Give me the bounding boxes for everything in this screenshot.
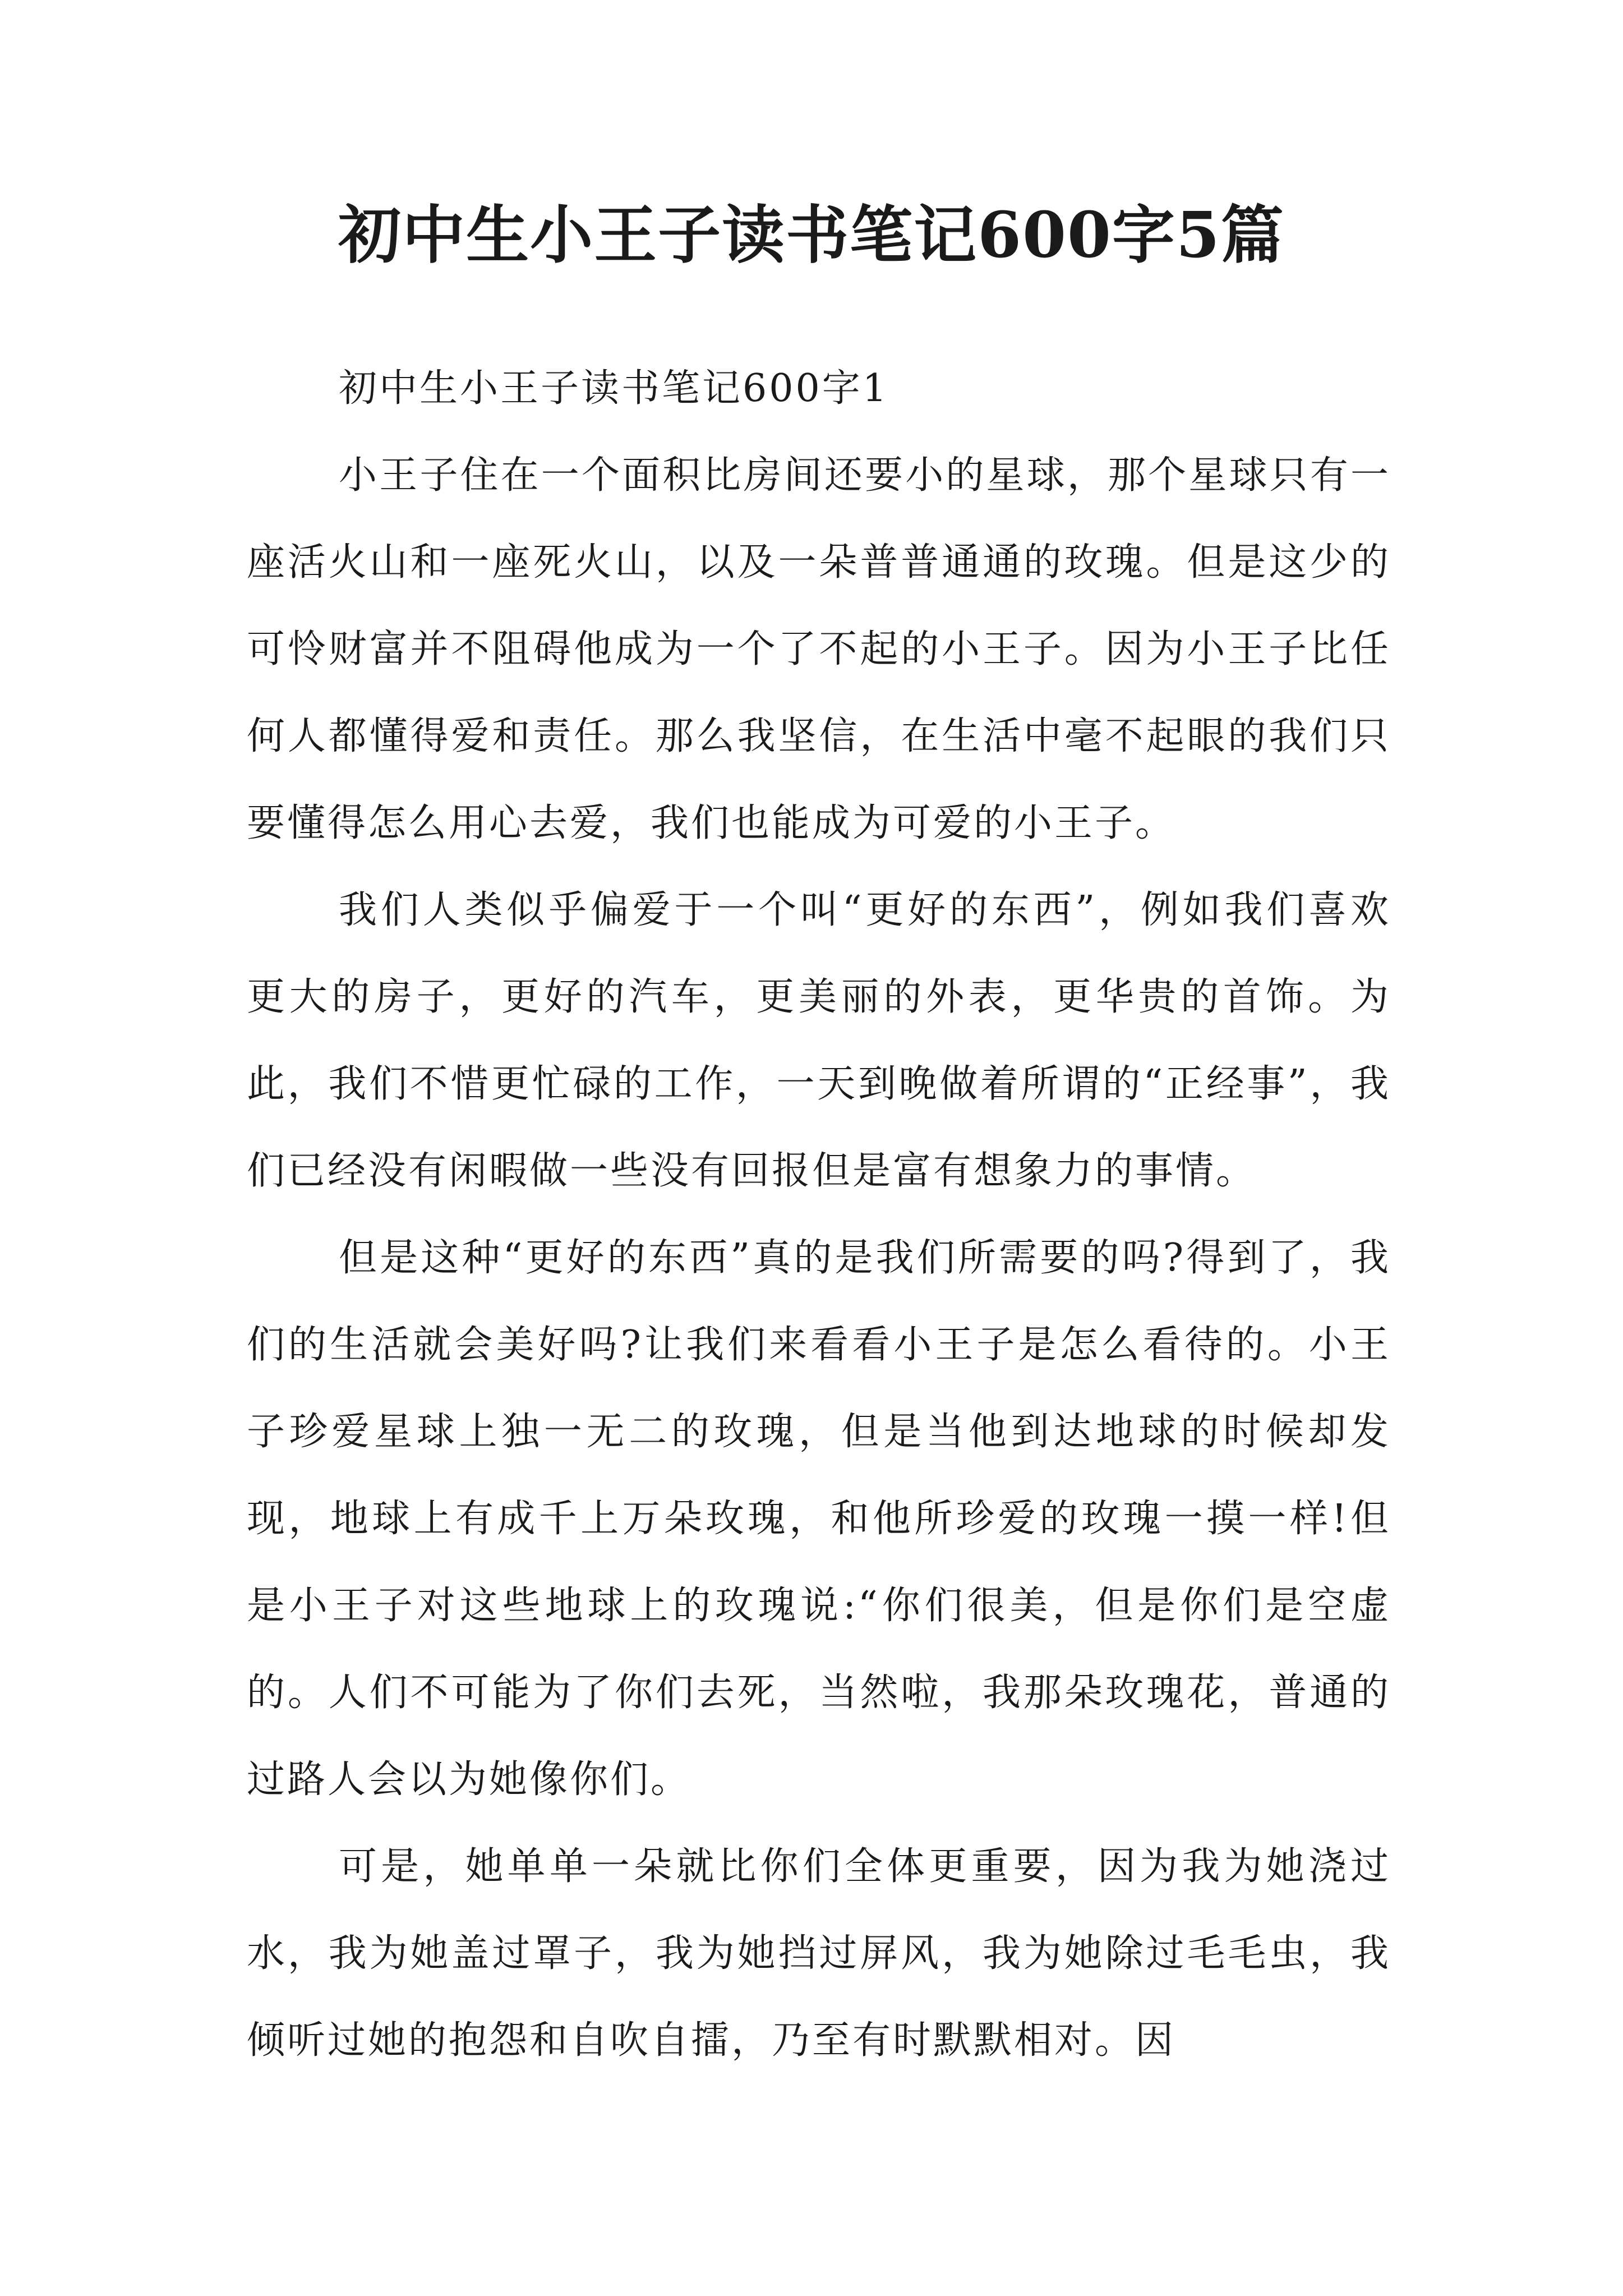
paragraph-1: 小王子住在一个面积比房间还要小的星球，那个星球只有一座活火山和一座死火山，以及一朵普普通通的玫瑰。但是这少的可怜财富并不阻碍他成为一个了不起的小王子。因为小王子比任何人都懂得爱和责任。那么我坚信，在生活中毫不起眼的我们只要懂得怎么用心去爱，我们也能成为可爱的小王子。 [247, 453, 1391, 845]
paragraph-2: 我们人类似乎偏爱于一个叫“更好的东西”，例如我们喜欢更大的房子，更好的汽车，更美丽的外表，更华贵的首饰。为此，我们不惜更忙碌的工作，一天到晚做着所谓的“正经事”，我们已经没有闲暇做一些没有回报但是富有想象力的事情。 [247, 888, 1391, 1193]
document-title: 初中生小王子读书笔记600字5篇 [338, 199, 1285, 272]
document-body [247, 345, 1391, 2084]
section-heading: 初中生小王子读书笔记600字1 [339, 366, 889, 411]
paragraph-3: 但是这种“更好的东西”真的是我们所需要的吗?得到了，我们的生活就会美好吗?让我们来看看小王子是怎么看待的。小王子珍爱星球上独一无二的玫瑰，但是当他到达地球的时候却发现，地球上有成千上万朵玫瑰，和他所珍爱的玫瑰一摸一样!但是小王子对这些地球上的玫瑰说:“你们很美，但是你们是空虚的。人们不可能为了你们去死，当然啦，我那朵玫瑰花，普通的过路人会以为她像你们。 [247, 1236, 1391, 1802]
paragraph-4: 可是，她单单一朵就比你们全体更重要，因为我为她浇过水，我为她盖过罩子，我为她挡过屏风，我为她除过毛毛虫，我倾听过她的抱怨和自吹自擂，乃至有时默默相对。因 [247, 1844, 1391, 2063]
